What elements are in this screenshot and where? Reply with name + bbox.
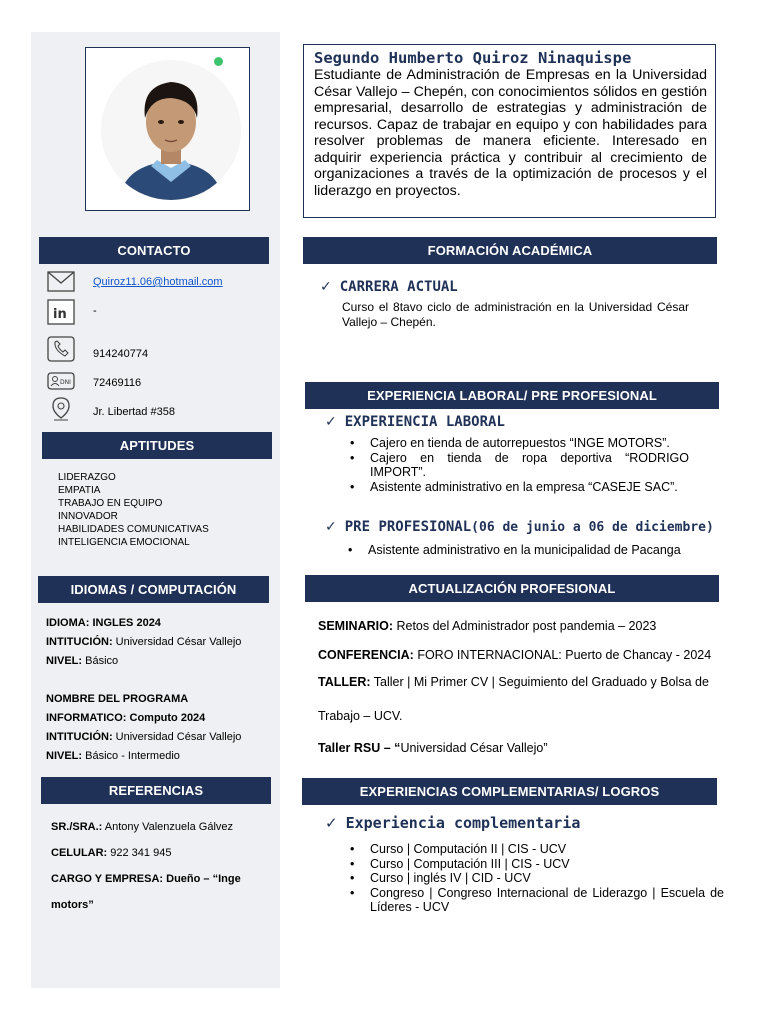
list-item: • Cajero en tienda de ropa deportiva “RODRIGO IMPORT”. [348,451,689,480]
list-item: • Curso | Computación III | CIS - UCV [348,857,724,872]
ref-company-value: Dueño – “Inge [163,873,241,885]
pre-professional-heading: ✓ PRE PROFESIONAL(06 de junio a 06 de diciembre) [325,519,714,535]
extra-section-title: EXPERIENCIAS COMPLEMENTARIAS/ LOGROS [302,778,717,805]
lang-idioma-label: IDIOMA: [46,617,90,629]
ref-name-value: Antony Valenzuela Gálvez [102,821,234,833]
person-portrait-icon [101,60,241,200]
lang-idioma-value: INGLES 2024 [89,617,161,629]
conference-line [318,648,711,662]
aptitude-item: INTELIGENCIA EMOCIONAL [58,537,190,548]
update-section-title: ACTUALIZACIÓN PROFESIONAL [305,575,719,602]
ref-phone-value: 922 341 945 [107,847,172,859]
id-card-icon [46,369,76,395]
checkmark-icon: ✓ [325,814,338,832]
prog-inst-value: Universidad César Vallejo [112,731,242,743]
location-pin-icon [46,396,76,422]
prog-level-label: NIVEL: [46,750,83,762]
ref-company-value-2: motors” [51,899,94,911]
career-text: Curso el 8tavo ciclo de administración en la Universidad César Vallejo – Chepén. [342,300,689,329]
taller-line [318,675,709,689]
phone-icon [46,336,76,362]
aptitude-item: INNOVADOR [58,511,118,522]
list-item: • Curso | inglés IV | CID - UCV [348,871,724,886]
rsu-line [318,741,548,755]
work-list [348,436,689,494]
svg-text:DNI: DNI [60,379,71,386]
rsu-label: Taller RSU – “ [318,741,401,755]
status-dot-icon [214,57,223,66]
list-item: • Asistente administrativo en la municipalidad de Pacanga [346,543,706,558]
list-item: • Cajero en tienda de autorrepuestos “INGE MOTORS”. [348,436,689,451]
dni-value: 72469116 [93,377,142,389]
languages-block [46,614,241,766]
aptitude-item: TRABAJO EN EQUIPO [58,498,163,509]
profile-summary: Estudiante de Administración de Empresas en la Universidad César Vallejo – Chepén, con conocimientos sólidos en gestión empresarial, desarrollo de estrategias y administración de recursos. Capaz de trabajar en equipo y con habilidades para resolver problemas de manera eficiente. Interesado en adquirir experiencia práctica y contribuir al crecimiento de organizaciones a través de la optimización de procesos y el liderazgo en proyectos. [314,67,707,199]
program-label-2: INFORMATICO: Computo 2024 [46,712,206,724]
checkmark-icon: ✓ [325,519,337,535]
aptitudes-list [58,471,209,549]
address-value: Jr. Libertad #358 [93,406,175,418]
work-section-title: EXPERIENCIA LABORAL/ PRE PROFESIONAL [305,382,719,409]
prog-inst-label: INTITUCIÓN: [46,731,113,743]
conference-label: CONFERENCIA: [318,648,414,662]
references-section-title: REFERENCIAS [41,777,271,804]
languages-section-title: IDIOMAS / COMPUTACIÓN [38,576,269,603]
ref-company-label: CARGO Y EMPRESA: [51,873,164,885]
profile-photo-frame [85,47,250,211]
taller-value: Taller | Mi Primer CV | Seguimiento del Graduado y Bolsa de [370,675,709,689]
linkedin-value: - [93,305,97,317]
aptitude-item: EMPATIA [58,485,101,496]
references-block [51,814,241,918]
lang-inst-value: Universidad César Vallejo [112,636,242,648]
seminar-line [318,619,656,633]
work-heading: ✓ EXPERIENCIA LABORAL [325,414,505,430]
lang-level-value: Básico [82,655,119,667]
profile-photo [101,60,241,200]
candidate-name: Segundo Humberto Quiroz Ninaquispe [314,49,632,67]
aptitude-item: LIDERAZGO [58,472,116,483]
taller-line-2: Trabajo – UCV. [318,709,403,723]
checkmark-icon: ✓ [325,414,337,430]
checkmark-icon: ✓ [320,279,332,295]
contact-section-title: CONTACTO [39,237,269,264]
taller-label: TALLER: [318,675,371,689]
program-label-1: NOMBRE DEL PROGRAMA [46,693,189,705]
pre-professional-list [346,543,706,558]
email-link[interactable]: Quiroz11.06@hotmail.com [93,276,223,288]
conference-value: FORO INTERNACIONAL: Puerto de Chancay - 2024 [413,648,712,662]
list-item: • Asistente administrativo en la empresa “CASEJE SAC”. [348,480,689,495]
prog-level-value: Básico - Intermedio [82,750,180,762]
svg-text:in: in [53,307,67,322]
list-item: • Congreso | Congreso Internacional de Liderazgo | Escuela de Líderes - UCV [348,886,724,915]
education-section-title: FORMACIÓN ACADÉMICA [303,237,717,264]
rsu-value: Universidad César Vallejo” [400,741,548,755]
aptitude-item: HABILIDADES COMUNICATIVAS [58,524,209,535]
seminar-value: Retos del Administrador post pandemia – 2023 [393,619,657,633]
career-heading: ✓ CARRERA ACTUAL [320,279,458,295]
linkedin-icon [46,299,76,325]
extra-list [348,842,724,915]
lang-inst-label: INTITUCIÓN: [46,636,113,648]
list-item: • Curso | Computación II | CIS - UCV [348,842,724,857]
pre-professional-dates: (06 de junio a 06 de diciembre) [471,520,714,535]
envelope-icon [46,269,76,295]
phone-value: 914240774 [93,348,149,360]
ref-phone-label: CELULAR: [51,847,108,859]
seminar-label: SEMINARIO: [318,619,393,633]
ref-name-label: SR./SRA.: [51,821,103,833]
aptitudes-section-title: APTITUDES [42,432,272,459]
profile-summary-box [303,44,716,218]
extra-heading: ✓ Experiencia complementaria [325,814,581,832]
lang-level-label: NIVEL: [46,655,83,667]
